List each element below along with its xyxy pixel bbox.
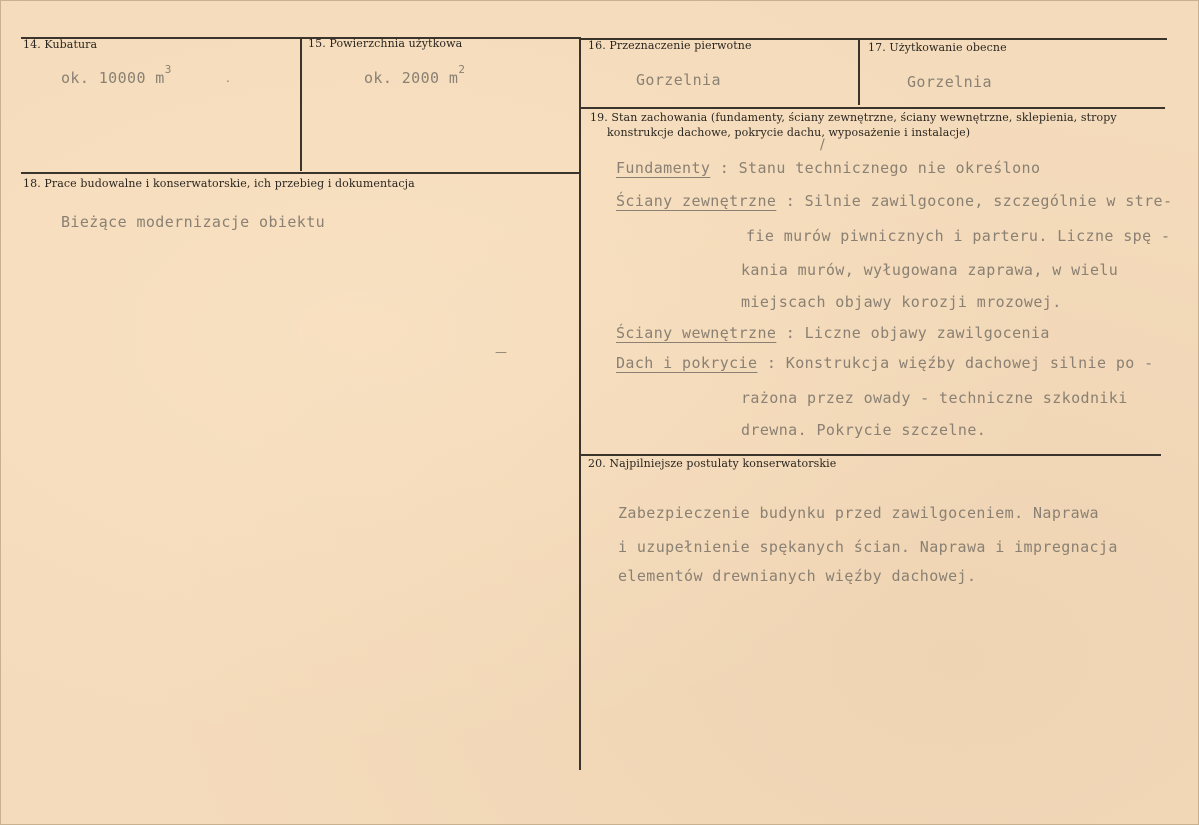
field-15-label: 15. Powierzchnia użytkowa [308,37,463,50]
stray-mark: . [226,71,230,85]
rule-above-20 [581,454,1161,456]
field-19-row-5: Ściany wewnętrzne : Liczne objawy zawilgocenia [616,324,1050,342]
field-17-value: Gorzelnia [907,73,992,91]
field-18-label: 18. Prace budowalne i konserwatorskie, ich przebieg i dokumentacja [23,177,415,190]
field-20-line-1: i uzupełnienie spękanych ścian. Naprawa i impregnacja [618,538,1118,556]
rule-above-19 [581,107,1165,109]
field-19-label-line2: konstrukcje dachowe, pokrycie dachu, wyposażenie i instalacje) [607,126,971,139]
field-17-label: 17. Użytkowanie obecne [868,41,1007,54]
rule-v-main [579,37,581,770]
stray-mark: / [820,137,825,153]
field-14-label: 14. Kubatura [23,38,98,51]
field-19-row-1: Ściany zewnętrzne : Silnie zawilgocone, szczególnie w stre- [616,192,1173,210]
field-20-line-0: Zabezpieczenie budynku przed zawilgoceniem. Naprawa [618,504,1099,522]
field-14-value: ok. 10000 $m^3$ [61,63,172,87]
field-19-row-2: fie murów piwnicznych i parteru. Liczne spę - [746,227,1171,245]
rule-v-14-15 [300,37,302,171]
field-20-line-2: elementów drewnianych więźby dachowej. [618,567,977,585]
field-19-label-line1: 19. Stan zachowania (fundamenty, ściany zewnętrzne, ściany wewnętrzne, sklepienia, stropy [590,111,1117,124]
field-18-value: Bieżące modernizacje obiektu [61,213,326,231]
field-19-row-4: miejscach objawy korozji mrozowej. [741,293,1062,311]
field-19-row-8: drewna. Pokrycie szczelne. [741,421,987,439]
field-16-label: 16. Przeznaczenie pierwotne [588,39,752,52]
field-19-row-3: kania murów, wyługowana zaprawa, w wielu [741,261,1119,279]
stray-mark: — [495,345,507,359]
field-19-row-6: Dach i pokrycie : Konstrukcja więźby dachowej silnie po - [616,354,1154,372]
rule-above-18 [21,172,580,174]
field-19-row-7: rażona przez owady - techniczne szkodniki [741,389,1128,407]
field-19-row-0: Fundamenty : Stanu technicznego nie określono [616,159,1041,177]
rule-v-16-17 [858,39,860,105]
field-20-label: 20. Najpilniejsze postulaty konserwatorskie [588,457,837,470]
field-15-value: ok. 2000 $m^2$ [364,63,466,87]
field-16-value: Gorzelnia [636,71,721,89]
